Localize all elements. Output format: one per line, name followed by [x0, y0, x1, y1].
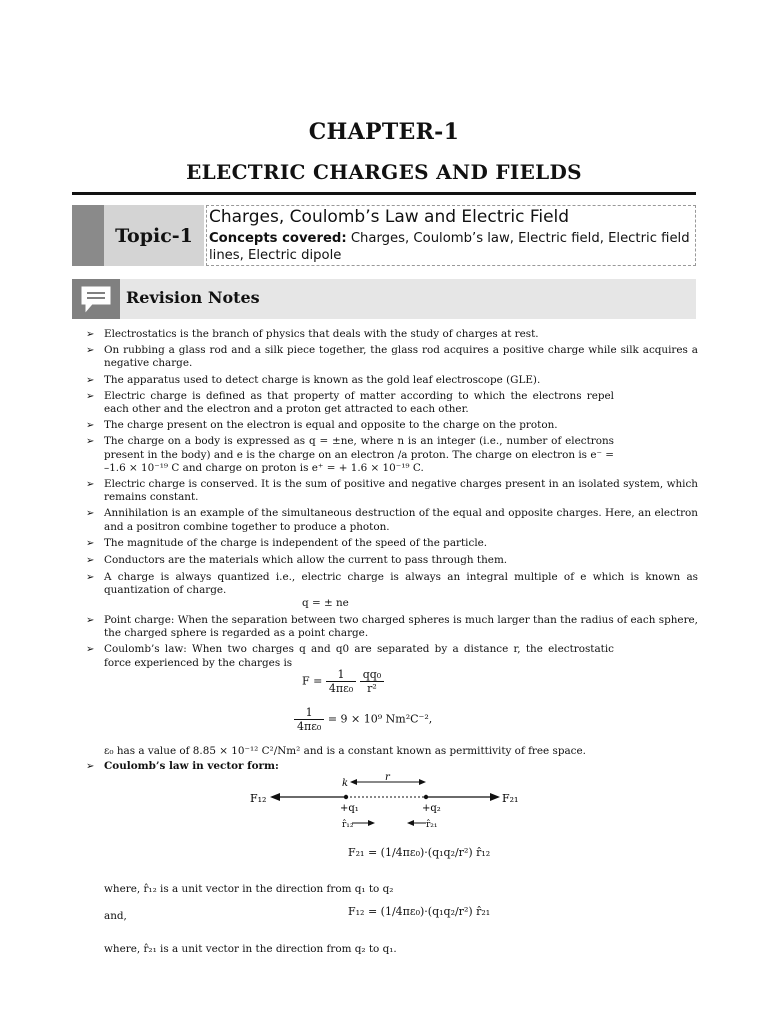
- f12-label: F₁₂: [250, 792, 267, 805]
- f21-label: F₂₁: [502, 792, 519, 805]
- list-item: ➢ Electric charge is conserved. It is the sum of positive and negative charges present in an isolated system, which remains constant.: [86, 478, 698, 504]
- q2-label: +q₂: [422, 803, 441, 814]
- topic-tab: Topic-1: [104, 205, 204, 266]
- bullet-arrow-icon: ➢: [86, 644, 95, 656]
- bullet-arrow-icon: ➢: [86, 436, 95, 448]
- r12-label: r̂₁₂: [342, 820, 354, 830]
- list-item: ➢ Coulomb’s law: When two charges q and q0 are separated by a distance r, the electrostatic force experienced by the charges is: [86, 643, 614, 669]
- revision-notes-banner: [72, 279, 696, 319]
- topic-concepts: [209, 230, 693, 264]
- q1-label: +q₁: [340, 803, 359, 814]
- chapter-number: CHAPTER-1: [308, 119, 460, 145]
- charge-q2-dot: [424, 795, 428, 799]
- bullet-arrow-icon: ➢: [86, 508, 95, 520]
- list-item: ➢ The charge present on the electron is equal and opposite to the charge on the proton.: [86, 419, 558, 432]
- title-divider: [72, 192, 696, 195]
- list-item: ➢ Electric charge is defined as that property of matter according to which the electrons repel each other and the electron and a proton get attracted to each other.: [86, 389, 614, 416]
- coulomb-constant-equation: $\frac{1}{\text{4πε₀}}$ = 9 × 10⁹ Nm²C⁻²,: [294, 706, 432, 733]
- bullet-arrow-icon: ➢: [86, 329, 95, 340]
- notes-list: [86, 328, 698, 601]
- list-item: ➢ Annihilation is an example of the simultaneous destruction of the equal and opposite charges. Here, an electron and a positron combine together to produce a photon.: [86, 507, 698, 533]
- topic-banner: [72, 205, 696, 266]
- list-item: ➢ Coulomb’s law in vector form:: [86, 760, 279, 772]
- concepts-label: Concepts covered:: [209, 231, 347, 246]
- list-item: ➢ The charge on a body is expressed as q = ±ne, where n is an integer (i.e., number of electrons present in the body) and e is the charge on an electron /a proton. The charge on electron is e⁻ = –1.6 × 10⁻¹⁹ C and charge on proton is e⁺ = + 1.6 × 10⁻¹⁹ C.: [86, 435, 614, 474]
- bullet-arrow-icon: ➢: [86, 479, 95, 491]
- bullet-arrow-icon: ➢: [86, 555, 95, 567]
- coulomb-equation: F = $\frac{1}{\text{4πε₀}}$ $\frac{\text{qq₀}}{\text{r²}}$: [302, 668, 384, 695]
- topic-accent-bar: [72, 205, 104, 266]
- quantization-equation: q = ± ne: [302, 597, 349, 609]
- and-text: and,: [104, 910, 127, 922]
- k-label: k: [342, 778, 349, 789]
- f21-equation: F₂₁ = (1/4πε₀)·(q₁q₂/r²) r̂₁₂: [348, 846, 491, 859]
- bullet-arrow-icon: ➢: [86, 761, 95, 772]
- left-arrowhead-icon: [270, 793, 280, 801]
- bullet-arrow-icon: ➢: [86, 537, 95, 549]
- topic-heading: Charges, Coulomb’s Law and Electric Field: [209, 207, 570, 227]
- where-r21-text: where, r̂₂₁ is a unit vector in the direction from q₂ to q₁.: [104, 943, 397, 955]
- coulomb-vector-diagram: [240, 770, 530, 835]
- bullet-arrow-icon: ➢: [86, 572, 95, 584]
- bullet-arrow-icon: ➢: [86, 345, 95, 357]
- list-item: ➢ Electrostatics is the branch of physics that deals with the study of charges at rest.: [86, 328, 539, 340]
- list-item: ➢ The apparatus used to detect charge is known as the gold leaf electroscope (GLE).: [86, 373, 541, 386]
- r-label: r: [385, 772, 390, 783]
- revision-notes-title: Revision Notes: [126, 288, 260, 307]
- bullet-arrow-icon: ➢: [86, 374, 95, 386]
- notes-list-continued: [86, 614, 698, 673]
- list-item: ➢ Point charge: When the separation between two charged spheres is much larger than the radius of each sphere, the charged sphere is regarded as a point charge.: [86, 614, 698, 640]
- f12-equation: F₁₂ = (1/4πε₀)·(q₁q₂/r²) r̂₂₁: [348, 905, 491, 918]
- concepts-text: Charges, Coulomb’s law, Electric field, Electric field lines, Electric dipole: [209, 231, 690, 263]
- list-item: ➢ On rubbing a glass rod and a silk piece together, the glass rod acquires a positive charge while silk acquires a negative charge.: [86, 344, 698, 370]
- permittivity-text: ε₀ has a value of 8.85 × 10⁻¹² C²/Nm² and is a constant known as permittivity of free space.: [104, 745, 586, 757]
- right-arrowhead-icon: [490, 793, 500, 801]
- speech-bubble-icon: [72, 279, 120, 319]
- list-item: ➢ Conductors are the materials which allow the current to pass through them.: [86, 554, 508, 567]
- r21-label: r̂₂₁: [426, 820, 438, 830]
- list-item: ➢ A charge is always quantized i.e., electric charge is always an integral multiple of e which is known as quantization of charge.: [86, 571, 698, 597]
- bullet-arrow-icon: ➢: [86, 420, 95, 432]
- charge-q1-dot: [344, 795, 348, 799]
- topic-box: [206, 205, 696, 266]
- chapter-title: ELECTRIC CHARGES AND FIELDS: [186, 160, 582, 184]
- bullet-arrow-icon: ➢: [86, 615, 95, 626]
- list-item: ➢ The magnitude of the charge is independent of the speed of the particle.: [86, 536, 488, 549]
- where-r12-text: where, r̂₁₂ is a unit vector in the direction from q₁ to q₂: [104, 883, 394, 895]
- bullet-arrow-icon: ➢: [86, 390, 95, 402]
